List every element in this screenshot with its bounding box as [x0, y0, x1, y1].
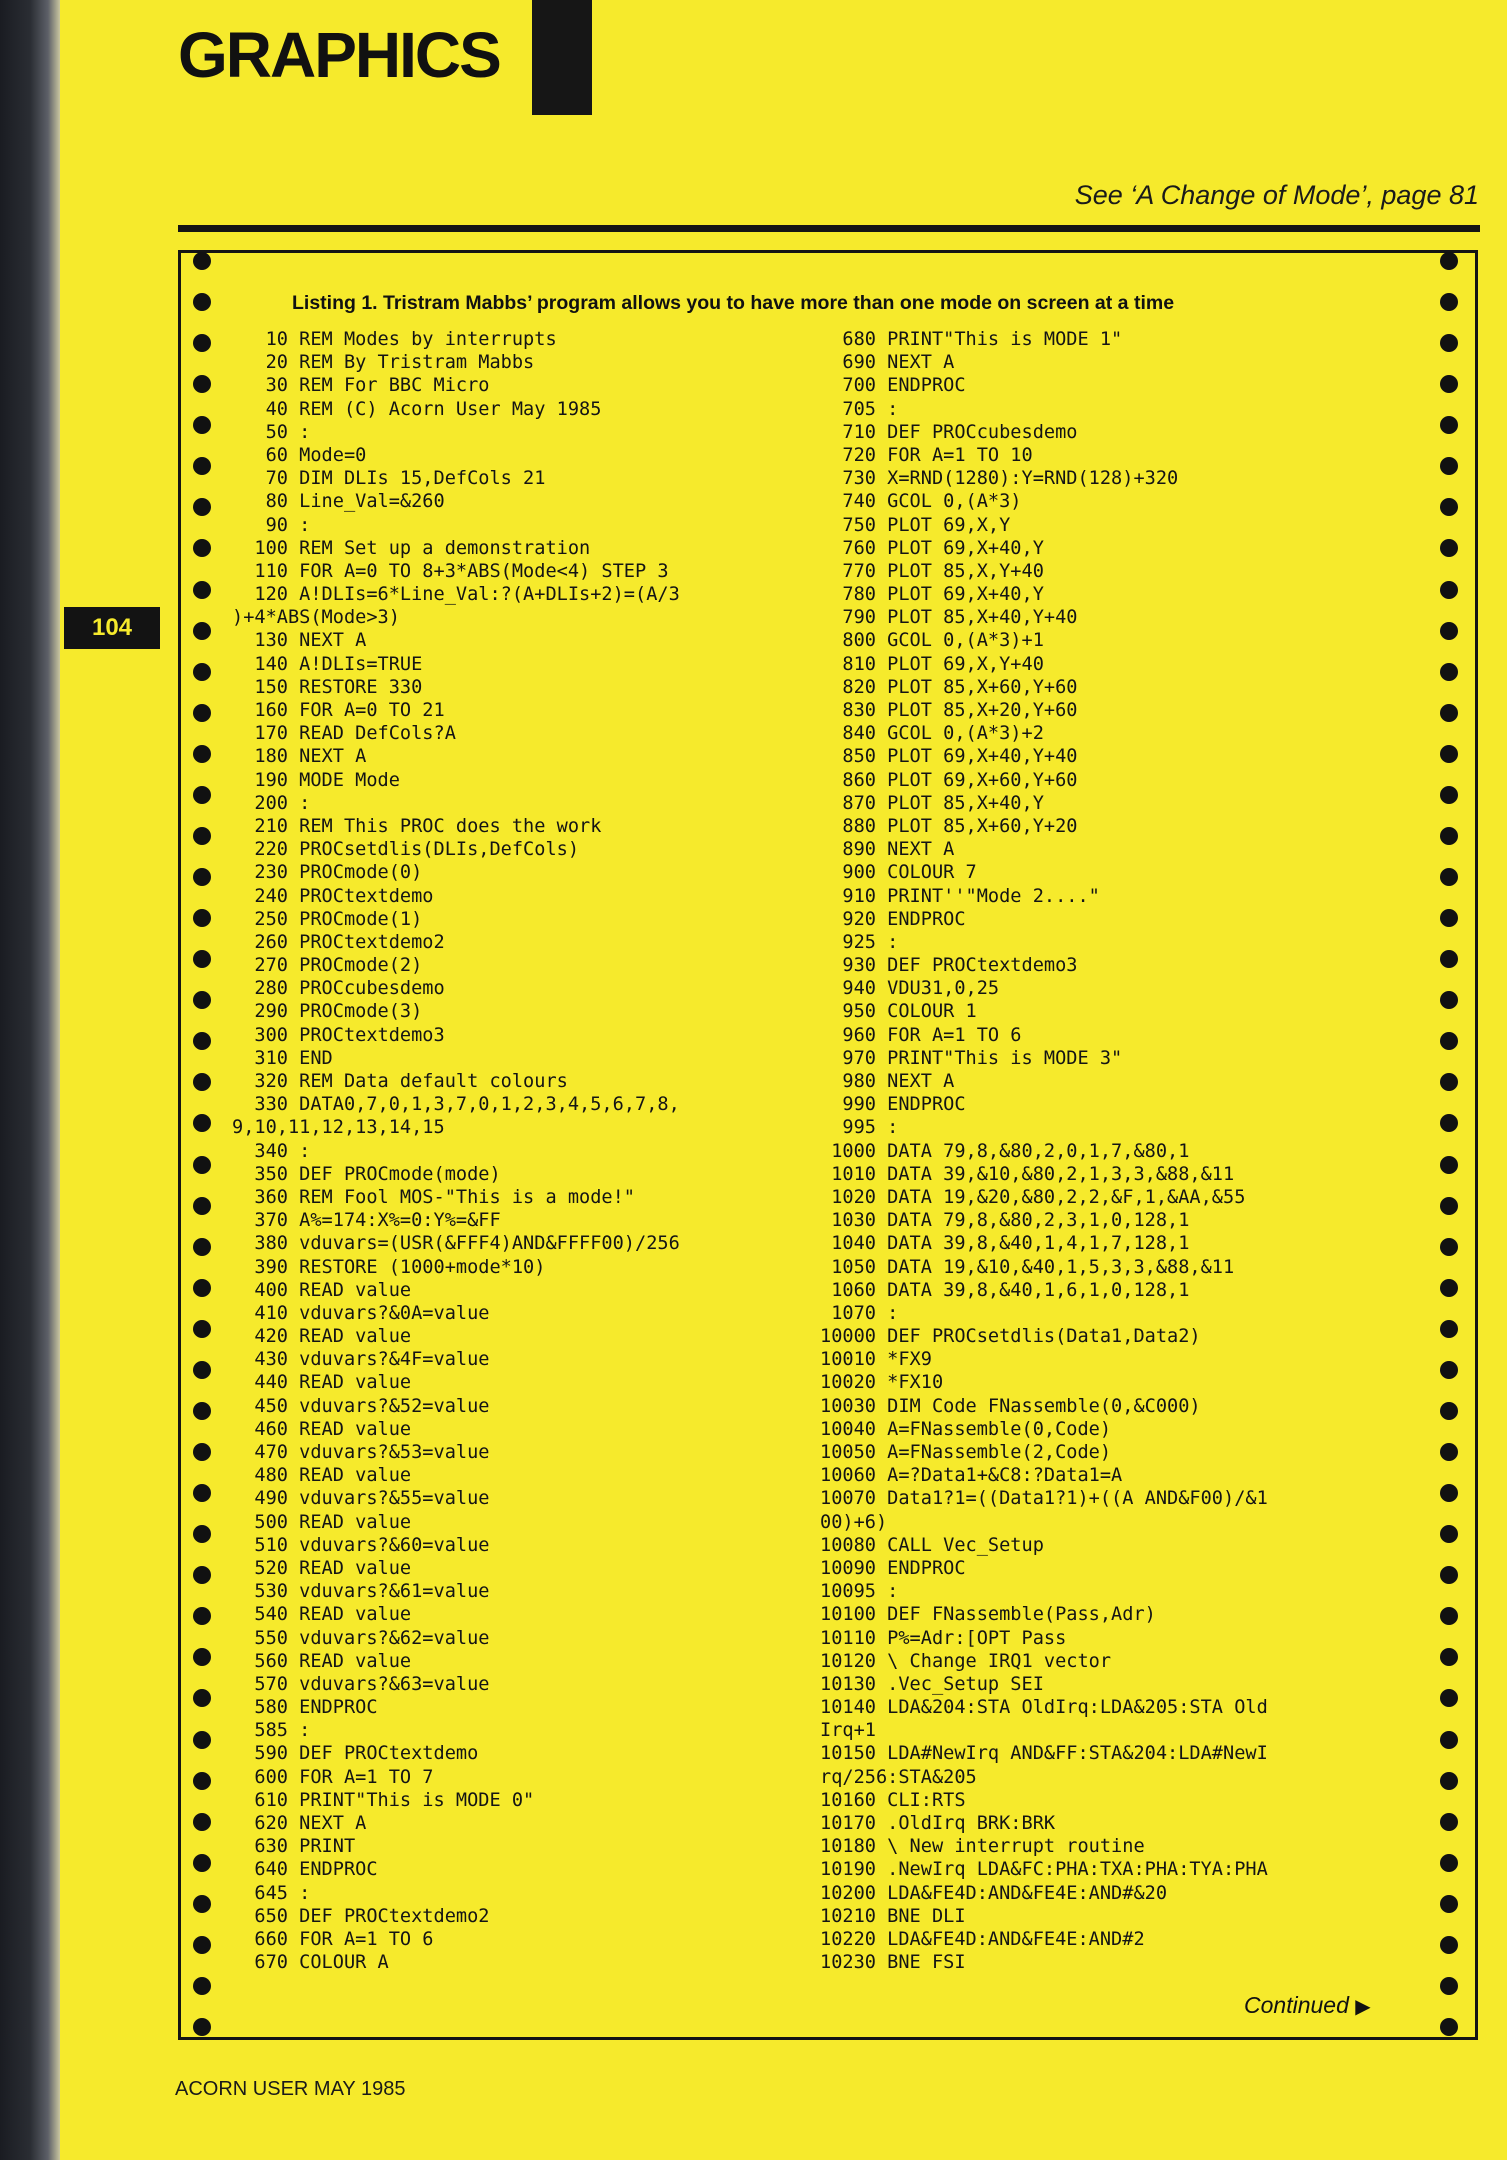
- code-line: 690 NEXT A: [820, 352, 955, 374]
- code-line: 290 PROCmode(3): [232, 1001, 423, 1023]
- code-line: 10040 A=FNassemble(0,Code): [820, 1418, 1112, 1440]
- code-line: 50 :: [232, 421, 311, 443]
- code-line: 380 vduvars=(USR(&FFF4)AND&FFFF00)/256: [232, 1233, 680, 1255]
- code-line: 10180 \ New interrupt routine: [820, 1836, 1145, 1858]
- code-line: 20 REM By Tristram Mabbs: [232, 352, 535, 374]
- code-line: 350 DEF PROCmode(mode): [232, 1163, 501, 1185]
- code-line: 660 FOR A=1 TO 6: [232, 1928, 434, 1950]
- feed-hole: [193, 1854, 211, 1872]
- code-line: 230 PROCmode(0): [232, 862, 423, 884]
- code-line: 10095 :: [820, 1581, 899, 1603]
- code-line: 940 VDU31,0,25: [820, 978, 1000, 1000]
- feed-hole: [193, 1443, 211, 1461]
- code-line: 480 READ value: [232, 1465, 412, 1487]
- code-line: 410 vduvars?&0A=value: [232, 1302, 490, 1324]
- code-line: 10130 .Vec_Setup SEI: [820, 1673, 1044, 1695]
- code-line: 10030 DIM Code FNassemble(0,&C000): [820, 1395, 1201, 1417]
- feed-hole: [1440, 1525, 1458, 1543]
- feed-hole: [193, 827, 211, 845]
- code-line: 10000 DEF PROCsetdlis(Data1,Data2): [820, 1326, 1201, 1348]
- code-line: 10230 BNE FSI: [820, 1952, 966, 1974]
- feed-hole: [1440, 1484, 1458, 1502]
- feed-hole: [193, 1032, 211, 1050]
- code-line: 130 NEXT A: [232, 630, 367, 652]
- feed-hole: [193, 1073, 211, 1091]
- feed-hole: [1440, 581, 1458, 599]
- header-rule: [178, 225, 1480, 232]
- book-spine-shadow: [0, 0, 60, 2160]
- code-line: 10070 Data1?1=((Data1?1)+((A AND&F00)/&1: [820, 1488, 1268, 1510]
- code-line: 10140 LDA&204:STA OldIrq:LDA&205:STA Old: [820, 1697, 1268, 1719]
- code-line: 160 FOR A=0 TO 21: [232, 700, 445, 721]
- code-line: rq/256:STA&205: [820, 1766, 977, 1788]
- feed-hole: [1440, 1279, 1458, 1297]
- code-line: 770 PLOT 85,X,Y+40: [820, 560, 1044, 582]
- code-line: 10100 DEF FNassemble(Pass,Adr): [820, 1604, 1156, 1626]
- feed-hole: [1440, 1936, 1458, 1954]
- code-line: 760 PLOT 69,X+40,Y: [820, 537, 1044, 559]
- code-line: 40 REM (C) Acorn User May 1985: [232, 398, 602, 420]
- feed-hole: [1440, 1772, 1458, 1790]
- feed-hole: [193, 745, 211, 763]
- code-line: 590 DEF PROCtextdemo: [232, 1743, 479, 1765]
- code-line: 990 ENDPROC: [820, 1094, 966, 1116]
- code-line: 510 vduvars?&60=value: [232, 1534, 490, 1556]
- code-line: 280 PROCcubesdemo: [232, 978, 445, 1000]
- code-line: 10090 ENDPROC: [820, 1557, 966, 1579]
- feed-hole: [193, 1197, 211, 1215]
- feed-hole: [1440, 1402, 1458, 1420]
- feed-hole: [193, 2018, 211, 2036]
- code-line: 10110 P%=Adr:[OPT Pass: [820, 1627, 1067, 1649]
- feed-hole: [193, 1566, 211, 1584]
- feed-hole: [193, 1607, 211, 1625]
- code-line: 80 Line_Val=&260: [232, 491, 445, 513]
- feed-hole: [1440, 991, 1458, 1009]
- feed-hole: [193, 622, 211, 640]
- feed-hole: [193, 1772, 211, 1790]
- feed-hole: [1440, 1854, 1458, 1872]
- feed-hole: [193, 1731, 211, 1749]
- feed-hole: [1440, 1566, 1458, 1584]
- feed-hole: [1440, 1607, 1458, 1625]
- feed-hole: [1440, 1156, 1458, 1174]
- tractor-feed-holes-right: [1440, 252, 1460, 2038]
- code-line: 650 DEF PROCtextdemo2: [232, 1905, 490, 1927]
- feed-hole: [1440, 1689, 1458, 1707]
- feed-hole: [1440, 293, 1458, 311]
- code-line: 645 :: [232, 1882, 311, 1904]
- footer-publication: ACORN USER MAY 1985: [175, 2078, 406, 2100]
- code-line: 1050 DATA 19,&10,&40,1,5,3,3,&88,&11: [820, 1256, 1235, 1278]
- feed-hole: [1440, 416, 1458, 434]
- code-line: 640 ENDPROC: [232, 1859, 378, 1881]
- code-line: 370 A%=174:X%=0:Y%=&FF: [232, 1210, 501, 1232]
- feed-hole: [1440, 1197, 1458, 1215]
- feed-hole: [1440, 252, 1458, 270]
- feed-hole: [1440, 1320, 1458, 1338]
- feed-hole: [193, 581, 211, 599]
- feed-hole: [193, 1813, 211, 1831]
- code-line: 680 PRINT"This is MODE 1": [820, 329, 1123, 350]
- feed-hole: [193, 991, 211, 1009]
- code-line: 580 ENDPROC: [232, 1697, 378, 1719]
- code-line: 550 vduvars?&62=value: [232, 1627, 490, 1649]
- code-line: 920 ENDPROC: [820, 908, 966, 930]
- code-line: 420 READ value: [232, 1326, 412, 1348]
- code-line: )+4*ABS(Mode>3): [232, 607, 400, 629]
- code-line: 200 :: [232, 792, 311, 814]
- feed-hole: [1440, 868, 1458, 886]
- feed-hole: [1440, 1895, 1458, 1913]
- code-line: 450 vduvars?&52=value: [232, 1395, 490, 1417]
- code-line: 925 :: [820, 931, 899, 953]
- feed-hole: [193, 950, 211, 968]
- code-line: 430 vduvars?&4F=value: [232, 1349, 490, 1371]
- code-line: 220 PROCsetdlis(DLIs,DefCols): [232, 839, 580, 861]
- code-line: 880 PLOT 85,X+60,Y+20: [820, 815, 1078, 837]
- feed-hole: [193, 252, 211, 270]
- feed-hole: [1440, 375, 1458, 393]
- code-line: 10080 CALL Vec_Setup: [820, 1534, 1044, 1556]
- feed-hole: [1440, 1813, 1458, 1831]
- feed-hole: [193, 1977, 211, 1995]
- code-line: 10170 .OldIrq BRK:BRK: [820, 1813, 1056, 1834]
- code-line: 585 :: [232, 1720, 311, 1742]
- code-line: 930 DEF PROCtextdemo3: [820, 955, 1078, 977]
- feed-hole: [193, 334, 211, 352]
- code-line: 710 DEF PROCcubesdemo: [820, 421, 1078, 443]
- code-line: 750 PLOT 69,X,Y: [820, 514, 1011, 536]
- feed-hole: [193, 1402, 211, 1420]
- feed-hole: [193, 1156, 211, 1174]
- code-line: 1000 DATA 79,8,&80,2,0,1,7,&80,1: [820, 1140, 1190, 1162]
- feed-hole: [1440, 539, 1458, 557]
- feed-hole: [193, 293, 211, 311]
- code-line: 830 PLOT 85,X+20,Y+60: [820, 700, 1078, 721]
- code-line: 540 READ value: [232, 1604, 412, 1626]
- feed-hole: [1440, 334, 1458, 352]
- code-line: 270 PROCmode(2): [232, 955, 423, 977]
- code-line: 10200 LDA&FE4D:AND&FE4E:AND#&20: [820, 1882, 1168, 1904]
- code-line: 00)+6): [820, 1511, 888, 1533]
- code-line: 60 Mode=0: [232, 444, 367, 466]
- code-line: 960 FOR A=1 TO 6: [820, 1024, 1022, 1046]
- code-line: 630 PRINT: [232, 1836, 356, 1858]
- feed-hole: [193, 1689, 211, 1707]
- code-line: 180 NEXT A: [232, 746, 367, 768]
- code-line: 140 A!DLIs=TRUE: [232, 653, 423, 675]
- triangle-right-icon: ▶: [1355, 1996, 1371, 2018]
- tractor-feed-holes-left: [193, 252, 213, 2038]
- code-line: 1030 DATA 79,8,&80,2,3,1,0,128,1: [820, 1210, 1190, 1232]
- code-line: 10150 LDA#NewIrq AND&FF:STA&204:LDA#NewI: [820, 1743, 1268, 1765]
- feed-hole: [1440, 1114, 1458, 1132]
- feed-hole: [1440, 457, 1458, 475]
- code-line: 440 READ value: [232, 1372, 412, 1394]
- cross-reference: See ‘A Change of Mode’, page 81: [1074, 180, 1479, 210]
- feed-hole: [1440, 1731, 1458, 1749]
- code-line: 10 REM Modes by interrupts: [232, 329, 557, 350]
- code-line: 10010 *FX9: [820, 1349, 932, 1371]
- code-line: 870 PLOT 85,X+40,Y: [820, 792, 1044, 814]
- feed-hole: [193, 1238, 211, 1256]
- feed-hole: [193, 1361, 211, 1379]
- code-line: 610 PRINT"This is MODE 0": [232, 1789, 535, 1811]
- code-line: 150 RESTORE 330: [232, 676, 423, 698]
- code-line: 360 REM Fool MOS-"This is a mode!": [232, 1186, 635, 1208]
- code-line: 10060 A=?Data1+&C8:?Data1=A: [820, 1465, 1123, 1487]
- code-line: 910 PRINT''"Mode 2....": [820, 885, 1100, 907]
- listing-caption: Listing 1. Tristram Mabbs’ program allows you to have more than one mode on screen at a time: [292, 292, 1175, 314]
- feed-hole: [193, 1320, 211, 1338]
- code-line: 240 PROCtextdemo: [232, 885, 434, 907]
- code-line: 10220 LDA&FE4D:AND&FE4E:AND#2: [820, 1928, 1145, 1950]
- code-line: 840 GCOL 0,(A*3)+2: [820, 723, 1044, 745]
- code-line: 1060 DATA 39,8,&40,1,6,1,0,128,1: [820, 1279, 1190, 1301]
- feed-hole: [1440, 622, 1458, 640]
- feed-hole: [193, 539, 211, 557]
- code-line: 800 GCOL 0,(A*3)+1: [820, 630, 1044, 652]
- feed-hole: [1440, 498, 1458, 516]
- feed-hole: [1440, 1073, 1458, 1091]
- feed-hole: [1440, 663, 1458, 681]
- code-line: 210 REM This PROC does the work: [232, 815, 602, 837]
- feed-hole: [193, 868, 211, 886]
- feed-hole: [193, 1936, 211, 1954]
- feed-hole: [1440, 786, 1458, 804]
- header-black-block: [532, 0, 592, 115]
- feed-hole: [193, 1648, 211, 1666]
- code-line: 170 READ DefCols?A: [232, 723, 456, 745]
- code-line: 700 ENDPROC: [820, 375, 966, 397]
- code-line: 110 FOR A=0 TO 8+3*ABS(Mode<4) STEP 3: [232, 560, 669, 582]
- code-line: 570 vduvars?&63=value: [232, 1673, 490, 1695]
- code-line: 520 READ value: [232, 1557, 412, 1579]
- code-line: 340 :: [232, 1140, 311, 1162]
- code-line: 310 END: [232, 1047, 333, 1069]
- feed-hole: [193, 1525, 211, 1543]
- code-line: 720 FOR A=1 TO 10: [820, 444, 1033, 466]
- code-line: 320 REM Data default colours: [232, 1071, 568, 1092]
- code-line: 400 READ value: [232, 1279, 412, 1301]
- feed-hole: [1440, 1032, 1458, 1050]
- feed-hole: [193, 375, 211, 393]
- page-number-tab: 104: [64, 607, 160, 649]
- feed-hole: [1440, 1238, 1458, 1256]
- code-line: 460 READ value: [232, 1418, 412, 1440]
- code-line: 820 PLOT 85,X+60,Y+60: [820, 676, 1078, 698]
- continued-marker: [1244, 1992, 1371, 2019]
- feed-hole: [1440, 909, 1458, 927]
- code-line: 850 PLOT 69,X+40,Y+40: [820, 746, 1078, 768]
- feed-hole: [1440, 1648, 1458, 1666]
- code-line: 10190 .NewIrq LDA&FC:PHA:TXA:PHA:TYA:PHA: [820, 1859, 1268, 1881]
- code-line: 1010 DATA 39,&10,&80,2,1,3,3,&88,&11: [820, 1163, 1235, 1185]
- code-line: 1070 :: [820, 1302, 899, 1324]
- code-line: 995 :: [820, 1117, 899, 1139]
- code-line: 70 DIM DLIs 15,DefCols 21: [232, 468, 546, 490]
- code-line: 970 PRINT"This is MODE 3": [820, 1047, 1123, 1069]
- feed-hole: [193, 1114, 211, 1132]
- code-line: 120 A!DLIs=6*Line_Val:?(A+DLIs+2)=(A/3: [232, 584, 680, 606]
- code-line: 810 PLOT 69,X,Y+40: [820, 653, 1044, 675]
- code-line: 500 READ value: [232, 1511, 412, 1533]
- feed-hole: [1440, 1977, 1458, 1995]
- code-line: 620 NEXT A: [232, 1813, 367, 1834]
- code-line: 10120 \ Change IRQ1 vector: [820, 1650, 1112, 1672]
- feed-hole: [1440, 745, 1458, 763]
- feed-hole: [193, 663, 211, 681]
- code-line: 670 COLOUR A: [232, 1952, 389, 1974]
- feed-hole: [1440, 704, 1458, 722]
- code-line: 10160 CLI:RTS: [820, 1789, 966, 1811]
- feed-hole: [193, 498, 211, 516]
- code-line: 9,10,11,12,13,14,15: [232, 1117, 445, 1139]
- feed-hole: [193, 786, 211, 804]
- code-line: 600 FOR A=1 TO 7: [232, 1766, 434, 1788]
- feed-hole: [193, 704, 211, 722]
- code-line: 490 vduvars?&55=value: [232, 1488, 490, 1510]
- feed-hole: [193, 1279, 211, 1297]
- code-line: 100 REM Set up a demonstration: [232, 537, 591, 559]
- feed-hole: [1440, 950, 1458, 968]
- code-line: 530 vduvars?&61=value: [232, 1581, 490, 1603]
- code-line: 705 :: [820, 398, 899, 420]
- feed-hole: [1440, 827, 1458, 845]
- feed-hole: [193, 1484, 211, 1502]
- code-line: 300 PROCtextdemo3: [232, 1024, 445, 1046]
- code-line: 860 PLOT 69,X+60,Y+60: [820, 769, 1078, 791]
- code-line: 470 vduvars?&53=value: [232, 1442, 490, 1463]
- code-line: 730 X=RND(1280):Y=RND(128)+320: [820, 468, 1179, 490]
- code-line: 740 GCOL 0,(A*3): [820, 491, 1022, 513]
- feed-hole: [193, 416, 211, 434]
- feed-hole: [193, 457, 211, 475]
- code-line: 90 :: [232, 514, 311, 536]
- code-line: 390 RESTORE (1000+mode*10): [232, 1256, 546, 1278]
- code-line: 1020 DATA 19,&20,&80,2,2,&F,1,&AA,&55: [820, 1186, 1246, 1208]
- code-line: 1040 DATA 39,8,&40,1,4,1,7,128,1: [820, 1233, 1190, 1255]
- code-line: Irq+1: [820, 1720, 876, 1742]
- feed-hole: [193, 909, 211, 927]
- code-column-left: [232, 328, 680, 1974]
- code-line: 10050 A=FNassemble(2,Code): [820, 1442, 1112, 1463]
- code-line: 190 MODE Mode: [232, 769, 400, 791]
- feed-hole: [1440, 2018, 1458, 2036]
- code-line: 10020 *FX10: [820, 1372, 944, 1394]
- code-line: 890 NEXT A: [820, 839, 955, 861]
- code-column-right: [820, 328, 1268, 1974]
- continued-label: Continued: [1244, 1992, 1349, 2018]
- code-line: 260 PROCtextdemo2: [232, 931, 445, 953]
- feed-hole: [1440, 1361, 1458, 1379]
- feed-hole: [193, 1895, 211, 1913]
- code-line: 950 COLOUR 1: [820, 1001, 977, 1023]
- code-line: 10210 BNE DLI: [820, 1905, 966, 1927]
- feed-hole: [1440, 1443, 1458, 1461]
- code-line: 900 COLOUR 7: [820, 862, 977, 884]
- code-line: 790 PLOT 85,X+40,Y+40: [820, 607, 1078, 629]
- code-line: 330 DATA0,7,0,1,3,7,0,1,2,3,4,5,6,7,8,: [232, 1094, 680, 1116]
- code-line: 780 PLOT 69,X+40,Y: [820, 584, 1044, 606]
- section-title: GRAPHICS: [178, 19, 500, 91]
- code-line: 560 READ value: [232, 1650, 412, 1672]
- code-line: 980 NEXT A: [820, 1071, 955, 1092]
- code-line: 30 REM For BBC Micro: [232, 375, 490, 397]
- code-line: 250 PROCmode(1): [232, 908, 423, 930]
